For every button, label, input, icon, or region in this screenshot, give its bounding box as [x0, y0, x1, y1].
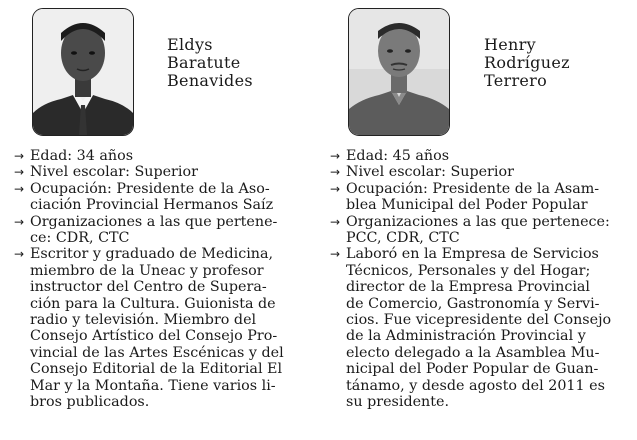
fact-education: [330, 164, 628, 180]
candidate-name: [484, 36, 570, 90]
fact-text-line: de la Administración Provincial y: [346, 328, 586, 345]
name-line: Henry: [484, 35, 536, 54]
name-line: Baratute: [167, 53, 241, 72]
fact-text-line: blea Municipal del Poder Popular: [346, 197, 588, 214]
name-line: Eldys: [167, 35, 213, 54]
fact-text-line: cios. Fue vicepresidente del Consejo: [346, 312, 612, 329]
fact-text-line: Organizaciones a las que pertene-: [30, 213, 278, 230]
fact-text-line: radio y televisión. Miembro del: [30, 312, 257, 329]
arrow-bullet-icon: →: [14, 247, 25, 262]
fact-text-line: tánamo, y desde agosto del 2011 es: [346, 377, 605, 394]
arrow-bullet-icon: →: [330, 165, 341, 180]
fact-text-line: bros publicados.: [30, 394, 150, 411]
fact-text-line: instructor del Centro de Supera-: [30, 279, 267, 296]
arrow-bullet-icon: →: [330, 247, 341, 262]
arrow-bullet-icon: →: [330, 181, 341, 196]
fact-text-line: de Comercio, Gastronomía y Servi-: [346, 295, 600, 312]
fact-biography: [330, 246, 628, 410]
fact-text-line: Escritor y graduado de Medicina,: [30, 246, 274, 263]
fact-biography: [14, 246, 310, 410]
fact-text-line: Consejo Editorial de la Editorial El: [30, 361, 283, 378]
fact-occupation: [330, 181, 628, 214]
portrait-photo: [32, 8, 134, 136]
portrait-illustration: [349, 9, 449, 135]
name-line: Terrero: [484, 71, 548, 90]
fact-text-line: vincial de las Artes Escénicas y del: [30, 344, 284, 361]
fact-organizations: [330, 214, 628, 247]
name-line: Rodríguez: [484, 53, 570, 72]
fact-text-line: director de la Empresa Provincial: [346, 279, 590, 296]
fact-text-line: nicipal del Poder Popular de Guan-: [346, 361, 599, 378]
fact-text-line: Ocupación: Presidente de la Aso-: [30, 180, 270, 197]
facts-list: [14, 148, 310, 411]
fact-text-line: su presidente.: [346, 394, 450, 411]
fact-text-line: electo delegado a la Asamblea Mu-: [346, 344, 600, 361]
name-line: Benavides: [167, 71, 253, 90]
fact-organizations: [14, 214, 310, 247]
fact-text: Nivel escolar: Superior: [346, 164, 514, 181]
fact-text-line: Técnicos, Personales y del Hogar;: [346, 262, 591, 279]
arrow-bullet-icon: →: [330, 149, 341, 163]
portrait-photo: [348, 8, 450, 136]
arrow-bullet-icon: →: [14, 149, 25, 163]
fact-text-line: ce: CDR, CTC: [30, 230, 130, 247]
fact-text: Edad: 45 años: [346, 148, 450, 164]
fact-text-line: ción para la Cultura. Guionista de: [30, 295, 276, 312]
fact-text-line: Consejo Artístico del Consejo Pro-: [30, 328, 278, 345]
fact-age: [330, 148, 628, 164]
fact-occupation: [14, 181, 310, 214]
fact-text-line: Laboró en la Empresa de Servicios: [346, 246, 599, 263]
arrow-bullet-icon: →: [14, 181, 25, 196]
portrait-illustration: [33, 9, 133, 135]
fact-text-line: Organizaciones a las que pertenece:: [346, 213, 610, 230]
fact-text-line: Ocupación: Presidente de la Asam-: [346, 180, 600, 197]
facts-list: [330, 148, 628, 411]
arrow-bullet-icon: →: [14, 214, 25, 229]
fact-age: [14, 148, 310, 164]
fact-education: [14, 164, 310, 180]
fact-text-line: ciación Provincial Hermanos Saíz: [30, 197, 274, 214]
fact-text: Edad: 34 años: [30, 148, 134, 164]
fact-text-line: miembro de la Uneac y profesor: [30, 262, 264, 279]
fact-text-line: PCC, CDR, CTC: [346, 230, 460, 247]
fact-text-line: Mar y la Montaña. Tiene varios li-: [30, 377, 276, 394]
arrow-bullet-icon: →: [14, 165, 25, 180]
fact-text: Nivel escolar: Superior: [30, 164, 198, 181]
candidate-name: [167, 36, 253, 90]
arrow-bullet-icon: →: [330, 214, 341, 229]
